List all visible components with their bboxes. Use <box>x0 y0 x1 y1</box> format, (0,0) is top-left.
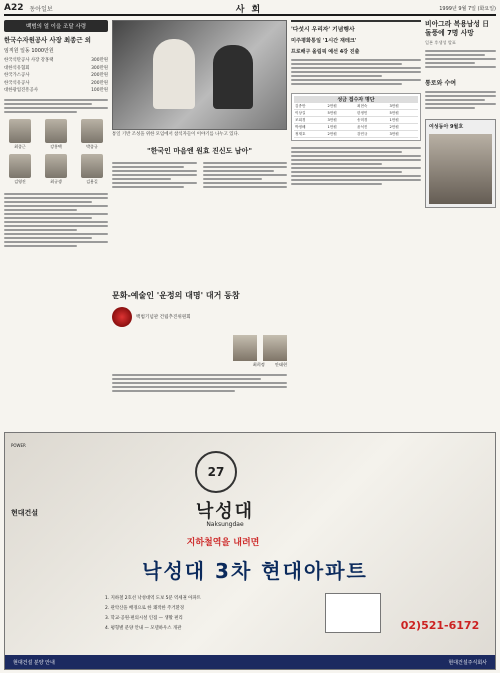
ad-footer <box>5 655 495 669</box>
ad-phone: 02)521-6172 <box>400 618 480 632</box>
news-column <box>291 20 421 430</box>
donation-list <box>4 57 108 93</box>
donation-subhead: 임직원 일동 1000만원 <box>4 48 54 54</box>
table-row: 정재호 2만원 강민규 3만원 <box>294 131 418 138</box>
list-item: 대한광업진흥공사 100만원 <box>4 88 108 93</box>
memorial-logo: 백범기념관 건립추진위원회 <box>112 307 287 327</box>
body-text <box>4 193 108 247</box>
body-text <box>291 147 421 185</box>
donation-headline: 한국수자원공사 사장 최종근 외 <box>4 36 91 44</box>
emblem-icon <box>112 307 132 327</box>
section-title: 사 회 <box>235 4 263 15</box>
list-item: 한국석탄공사 사장 강홍택 300만원 <box>4 58 108 63</box>
ad-bullets <box>105 595 315 631</box>
list-item: 1. 지하철 2호선 낙성대역 도보 5분 역세권 아파트 <box>105 596 201 601</box>
table-row: 김종만 2만원 최현숙 3만원 <box>294 103 418 110</box>
donor-table <box>291 93 421 141</box>
page-header <box>4 2 496 16</box>
portrait <box>233 335 257 361</box>
unit-count-badge: 27 <box>195 451 237 493</box>
paper-name: 동아일보 <box>29 5 53 13</box>
news-tag: '다섯시 우리자' 기념행사 <box>291 27 355 33</box>
table-row: 박정배 1만원 윤석진 2만원 <box>294 124 418 131</box>
culture-headline: 문화-예술인 '운정의 대명' 대거 동참 <box>112 291 240 300</box>
list-item: 3. 학교·공원·편의시설 인접 — 생활 편리 <box>105 616 183 621</box>
issue-date: 1999년 9월 7일 (화요일) <box>439 5 496 12</box>
side-subheading: 통로와 수여 <box>425 80 457 87</box>
table-title: 성금 접수자 명단 <box>294 96 418 103</box>
portrait: 박종규 <box>76 119 108 150</box>
news-top <box>291 20 421 85</box>
ad-footer-left: 현대건설 분양 안내 <box>13 659 55 666</box>
donation-banner: 백범의 얼 이을 조달 사령 <box>4 20 108 32</box>
list-item: 한국석유공사 200만원 <box>4 80 108 86</box>
table-row: 조희경 3만원 송미경 1만원 <box>294 117 418 124</box>
table-row: 이상길 5만원 한정민 5만원 <box>294 110 418 117</box>
pull-quote: "한국인 마음엔 원효 진신도 남아" <box>147 147 252 155</box>
list-item: 2. 관악산을 배경으로 한 쾌적한 주거환경 <box>105 606 185 611</box>
ad-brand-sub: Naksungdae <box>206 521 244 528</box>
portrait: 최종근 <box>4 119 36 150</box>
portrait: 강홍택 <box>40 119 72 150</box>
photo-caption: 통일 기반 조성을 위한 모임에서 참석자들이 이야기를 나누고 있다. <box>112 132 240 137</box>
feature-column <box>112 20 287 430</box>
portrait: 김영진 <box>4 154 36 185</box>
list-item: 4. 평형별 분양 안내 — 모델하우스 개관 <box>105 626 182 631</box>
portrait-grid <box>4 119 108 185</box>
magazine-cover <box>429 134 492 204</box>
feature-photo <box>112 20 287 130</box>
ad-brand: 낙성대 <box>195 501 255 522</box>
ad-left-panel <box>11 443 67 518</box>
feature-body <box>112 162 287 188</box>
culture-photos <box>112 335 287 361</box>
body-text <box>4 99 108 113</box>
side-column <box>425 20 496 430</box>
apartment-advertisement <box>4 432 496 670</box>
ad-left-brand: 현대건설 <box>11 509 39 517</box>
culture-article <box>112 290 287 392</box>
side-meta: 일본 후생성 발표 <box>425 40 456 45</box>
ad-left-small: POWER <box>11 443 26 448</box>
donation-column <box>4 20 108 430</box>
magazine-title: 여성동아 9월호 <box>429 124 464 130</box>
page-number: A22 <box>4 3 24 13</box>
list-item: 대한석유협회 300만원 <box>4 65 108 71</box>
side-headline: 비아그라 복용남성 日 돌풍에 7명 사망 <box>425 20 490 37</box>
magazine-box <box>425 119 496 208</box>
ad-footer-right: 현대건설주식회사 <box>448 659 487 666</box>
portrait: 최규생 <box>40 154 72 185</box>
portrait-names: 최희정 안태현 <box>252 362 287 367</box>
ad-headline: 낙성대 3차 현대아파트 <box>142 558 368 583</box>
portrait: 김용길 <box>76 154 108 185</box>
ad-slogan: 지하철역을 내려면 <box>186 538 260 548</box>
news-headline: 미주평화통일 '1시간 재테크' <box>291 38 357 44</box>
news-subhead: 프로배구 올림픽 예선 4강 진출 <box>291 49 360 55</box>
portrait <box>263 335 287 361</box>
location-map <box>325 593 381 633</box>
list-item: 한국가스공사 200만원 <box>4 73 108 78</box>
